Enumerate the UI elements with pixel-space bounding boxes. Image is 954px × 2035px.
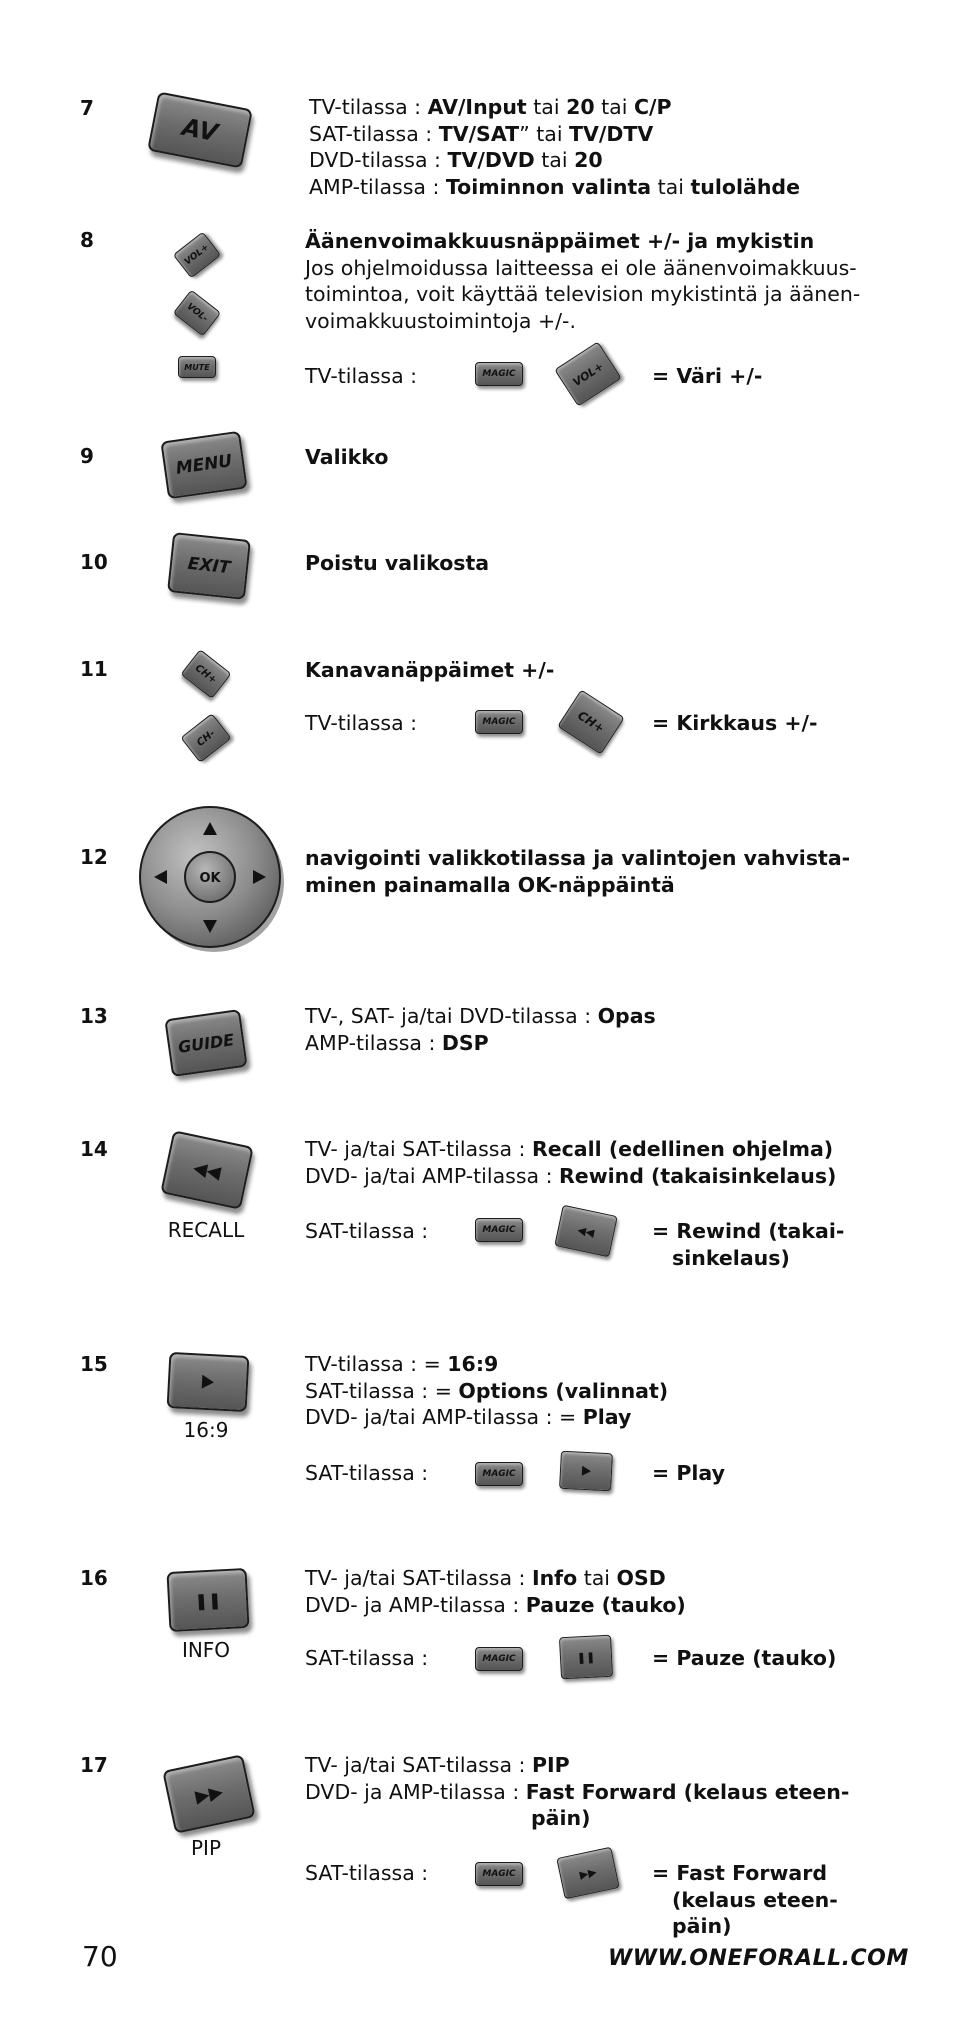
magic-key-icon: MAGIC (475, 1218, 523, 1242)
combo-mode-label: SAT-tilassa : (305, 1219, 429, 1243)
magic-key-icon: MAGIC (475, 1862, 523, 1886)
item-13-description: TV-, SAT- ja/tai DVD-tilassa : Opas AMP-tilassa : DSP (305, 1004, 656, 1055)
item-number: 13 (80, 1004, 108, 1028)
combo-mode-label: SAT-tilassa : (305, 1646, 429, 1670)
magic-key-icon: MAGIC (475, 710, 523, 734)
av-key-icon: AV (147, 91, 253, 168)
navigation-pad-icon (136, 802, 288, 954)
rewind-key-icon: ◀◀ (160, 1130, 254, 1210)
ch-up-key-icon: CH+ (557, 689, 625, 754)
rewind-key-icon: ◀◀ (554, 1205, 618, 1258)
item-number: 8 (80, 228, 94, 252)
item-number: 10 (80, 550, 108, 574)
fast-forward-key-icon: ▶▶ (162, 1754, 256, 1834)
item-number: 7 (80, 96, 94, 120)
item-number: 11 (80, 657, 108, 681)
item-number: 15 (80, 1352, 108, 1376)
item-number: 14 (80, 1137, 108, 1161)
combo-result: = Kirkkaus +/- (652, 711, 818, 735)
combo-result: = Fast Forward (kelaus eteen- päin) (652, 1861, 838, 1938)
footer-url[interactable]: WWW.ONEFORALL.COM (608, 1946, 909, 1971)
magic-key-icon: MAGIC (475, 362, 523, 386)
item-17-description: TV- ja/tai SAT-tilassa : PIP DVD- ja AMP-tilassa : Fast Forward (kelaus eteen- päin) (305, 1753, 850, 1830)
item-15-description: TV-tilassa : = 16:9 SAT-tilassa : = Options (valinnat) DVD- ja/tai AMP-tilassa : = Play (305, 1352, 669, 1429)
combo-mode-label: SAT-tilassa : (305, 1461, 429, 1485)
combo-mode-label: TV-tilassa : (305, 364, 418, 388)
key-label: INFO (181, 1638, 231, 1662)
svg-text:OK: OK (199, 871, 221, 886)
item-16-description: TV- ja/tai SAT-tilassa : Info tai OSD DVD- ja AMP-tilassa : Pauze (tauko) (305, 1566, 686, 1617)
combo-mode-label: SAT-tilassa : (305, 1861, 429, 1885)
exit-key-icon: EXIT (167, 532, 251, 600)
menu-key-icon: MENU (160, 431, 247, 500)
ch-up-key-icon: CH+ (180, 649, 231, 699)
vol-up-key-icon: VOL+ (554, 341, 622, 406)
key-label: 16:9 (183, 1418, 229, 1442)
key-label: PIP (190, 1836, 222, 1860)
item-8-description: Äänenvoimakkuusnäppäimet +/- ja mykistin Jos ohjelmoidussa laitteessa ei ole äänenvoimakkuus- toimintoa, voit käyttää television mykistintä ja äänen- voimakkuustoimintoja +/-. (305, 229, 861, 333)
item-10-title: Poistu valikosta (305, 551, 490, 575)
page-number: 70 (82, 1940, 118, 1973)
combo-result: = Pauze (tauko) (652, 1646, 837, 1670)
key-label: RECALL (167, 1218, 245, 1242)
combo-mode-label: TV-tilassa : (305, 711, 418, 735)
item-11-title: Kanavanäppäimet +/- (305, 658, 555, 682)
combo-result: = Väri +/- (652, 364, 763, 388)
pause-key-icon: ❚❚ (559, 1635, 613, 1680)
magic-key-icon: MAGIC (475, 1647, 523, 1671)
item-14-description: TV- ja/tai SAT-tilassa : Recall (edellinen ohjelma) DVD- ja/tai AMP-tilassa : Rewind (takaisinkelaus) (305, 1137, 837, 1188)
vol-down-key-icon: VOL- (173, 289, 221, 336)
item-number: 9 (80, 444, 94, 468)
item-7-description: TV-tilassa : AV/Input tai 20 tai C/P SAT-tilassa : TV/SAT” tai TV/DTV DVD-tilassa : TV/DVD tai 20 AMP-tilassa : Toiminnon valinta tai tulolähde (309, 95, 801, 199)
pause-key-icon: ❚❚ (166, 1568, 249, 1632)
play-key-icon (167, 1352, 250, 1412)
item-12-description: navigointi valikkotilassa ja valintojen vahvista- minen painamalla OK-näppäintä (305, 846, 851, 897)
fast-forward-key-icon: ▶▶ (556, 1847, 620, 1900)
mute-key-icon: MUTE (178, 356, 216, 378)
magic-key-icon: MAGIC (475, 1462, 523, 1486)
combo-result: = Play (652, 1461, 725, 1485)
item-number: 12 (80, 845, 108, 869)
item-number: 16 (80, 1566, 108, 1590)
ch-down-key-icon: CH- (180, 713, 231, 763)
combo-result: = Rewind (takai- sinkelaus) (652, 1219, 845, 1270)
guide-key-icon: GUIDE (164, 1009, 247, 1077)
item-number: 17 (80, 1753, 108, 1777)
vol-up-key-icon: VOL+ (173, 231, 221, 278)
play-key-icon (559, 1451, 613, 1492)
item-9-title: Valikko (305, 445, 389, 469)
